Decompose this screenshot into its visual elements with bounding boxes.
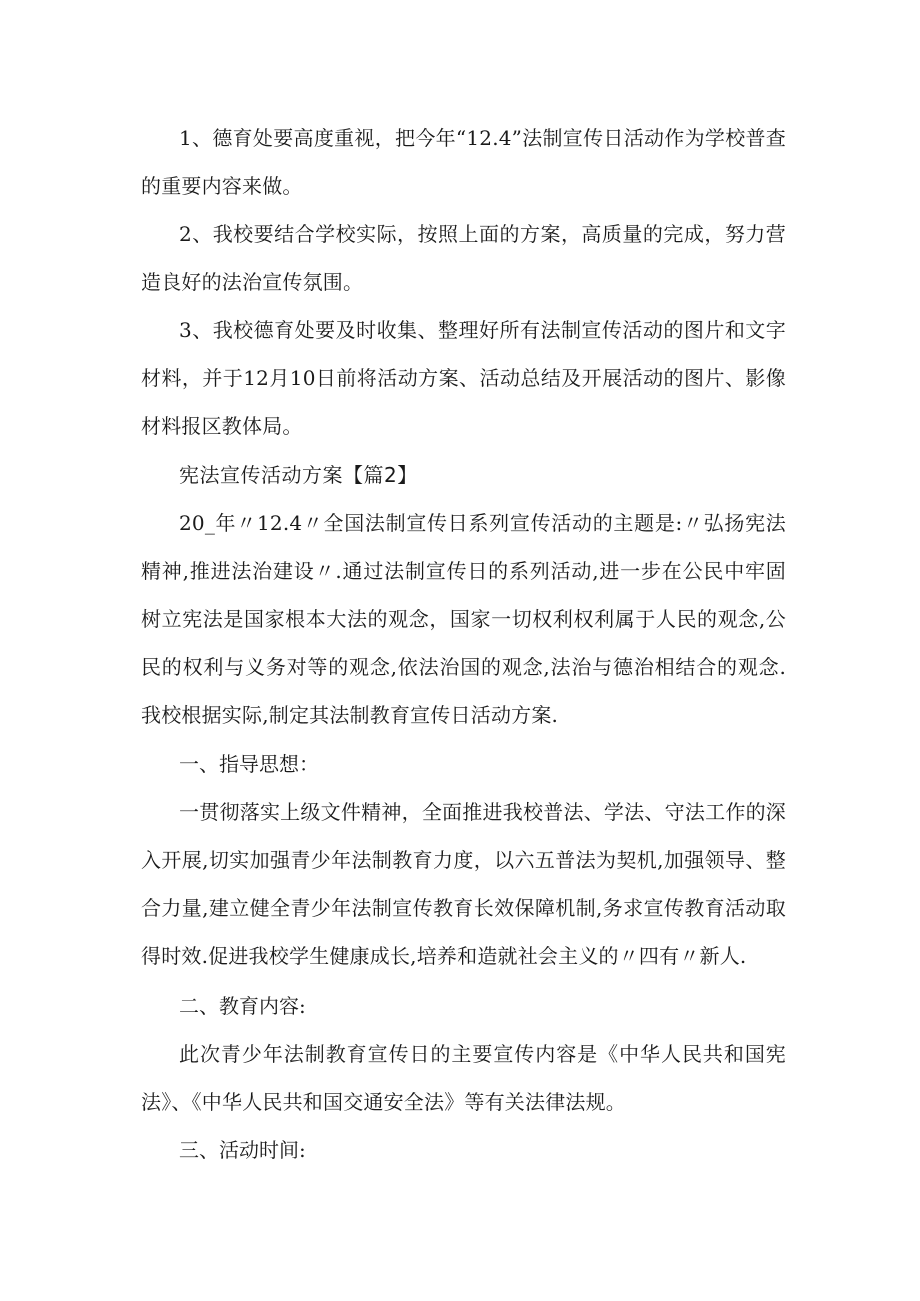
item-2-paragraph: 2、我校要结合学校实际，按照上面的方案，高质量的完成，努力营造良好的法治宣传氛围。 [141, 222, 786, 294]
item-1-paragraph: 1、德育处要高度重视，把今年“12.4”法制宣传日活动作为学校普查的重要内容来做。 [141, 126, 786, 198]
item-3-paragraph: 3、我校德育处要及时收集、整理好所有法制宣传活动的图片和文字材料，并于12月10日前将活动方案、活动总结及开展活动的图片、影像材料报区教体局。 [141, 318, 786, 438]
guiding-heading: 一、指导思想： [179, 752, 319, 776]
content-paragraph: 此次青少年法制教育宣传日的主要宣传内容是《中华人民共和国宪法》、《中华人民共和国交通安全法》等有关法律法规。 [141, 1042, 786, 1114]
intro-paragraph: 20_年〃12.4〃全国法制宣传日系列宣传活动的主题是:〃弘扬宪法精神,推进法治建设〃.通过法制宣传日的系列活动,进一步在公民中牢固树立宪法是国家根本大法的观念，国家一切权利权利属于人民的观念,公民的权利与义务对等的观念,依法治国的观念,法治与德治相结合的观念.我校根据实际,制定其法制教育宣传日活动方案. [141, 511, 786, 727]
content-heading: 二、教育内容: [179, 994, 306, 1018]
section-title: 宪法宣传活动方案【篇2】 [179, 463, 418, 487]
guiding-paragraph: 一贯彻落实上级文件精神，全面推进我校普法、学法、守法工作的深入开展,切实加强青少年法制教育力度，以六五普法为契机,加强领导、整合力量,建立健全青少年法制宣传教育长效保障机制,务求宣传教育活动取得时效.促进我校学生健康成长,培养和造就社会主义的〃四有〃新人. [141, 800, 786, 968]
time-heading: 三、活动时间: [179, 1138, 306, 1162]
